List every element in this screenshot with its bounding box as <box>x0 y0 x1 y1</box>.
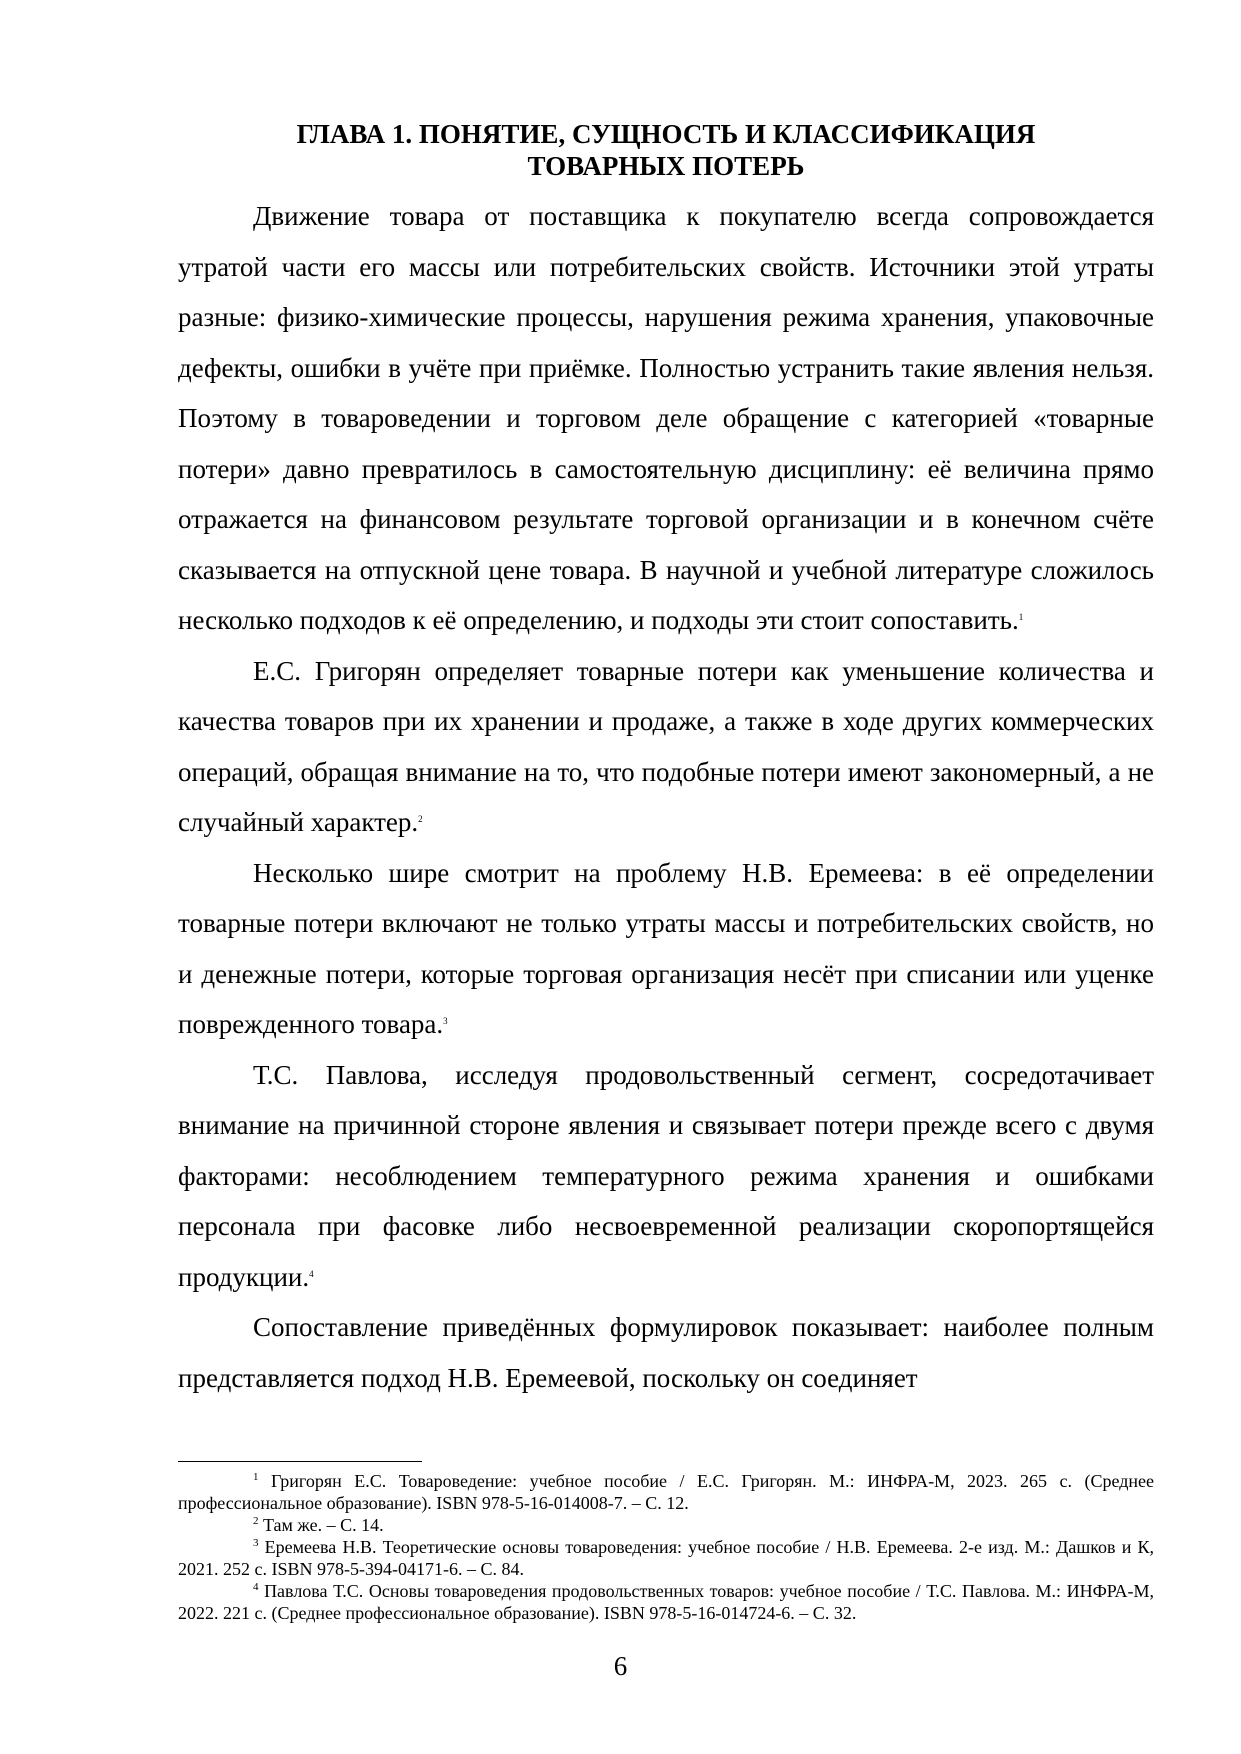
footnote-reference: 1 <box>1018 612 1024 622</box>
paragraph-1 <box>178 191 1154 646</box>
footnote-number: 1 <box>253 1471 259 1483</box>
paragraph-4 <box>178 1050 1154 1303</box>
footnote-reference: 4 <box>309 1268 314 1279</box>
paragraph-text: Сопоставление приведённых формулировок показывает: наиболее полным представляется подход Н.В. Еремеевой, поскольку он соединяет <box>178 1312 1154 1393</box>
chapter-heading-line-1: ГЛАВА 1. ПОНЯТИЕ, СУЩНОСТЬ И КЛАССИФИКАЦИЯ <box>296 119 1036 149</box>
paragraph-text: Т.С. Павлова, исследуя продовольственный сегмент, сосредотачивает внимание на причинной стороне явления и связывает потери прежде всего с двумя факторами: несоблюдением температурного режима хранения и ошибками персонала при фасовке либо несвоевременной реализации скоропортящейся продукции. <box>178 1059 1154 1292</box>
paragraph-3 <box>178 848 1154 1050</box>
footnote-1 <box>178 1470 1154 1514</box>
chapter-heading-line-2: ТОВАРНЫХ ПОТЕРЬ <box>527 151 805 181</box>
footnote-number: 4 <box>253 1581 259 1593</box>
footnote-text: Павлова Т.С. Основы товароведения продовольственных товаров: учебное пособие / Т.С. Павлова. М.: ИНФРА-М, 2022. 221 с. (Среднее профессиональное образование). ISBN 978-5-16-014724-6. – С. 32. <box>178 1581 1154 1623</box>
paragraph-5 <box>178 1302 1154 1403</box>
footnote-number: 3 <box>253 1537 259 1549</box>
footnotes <box>178 1470 1154 1624</box>
footnote-text: Григорян Е.С. Товароведение: учебное пособие / Е.С. Григорян. М.: ИНФРА-М, 2023. 265 с. (Среднее профессиональное образование). ISBN 978-5-16-014008-7. – С. 12. <box>178 1471 1154 1513</box>
footnote-2 <box>178 1514 1154 1536</box>
footnote-reference: 3 <box>443 1016 448 1026</box>
paragraph-text: Е.С. Григорян определяет товарные потери как уменьшение количества и качества товаров при их хранении и продаже, а также в ходе других коммерческих операций, обращая внимание на то, что подобные потери имеют закономерный, а не случайный характер. <box>178 655 1154 837</box>
chapter-heading <box>178 118 1154 182</box>
footnote-reference: 2 <box>418 814 423 824</box>
body-text <box>178 191 1154 1403</box>
footnote-number: 2 <box>253 1515 259 1527</box>
paragraph-text: Несколько шире смотрит на проблему Н.В. Еремеева: в её определении товарные потери включают не только утраты массы и потребительских свойств, но и денежные потери, которые торговая организация несёт при списании или уценке поврежденного товара. <box>178 857 1154 1039</box>
footnote-text: Там же. – С. 14. <box>263 1515 384 1535</box>
paragraph-text: Движение товара от поставщика к покупателю всегда сопровождается утратой части его массы или потребительских свойств. Источники этой утраты разные: физико-химические процессы, нарушения режима хранения, упаковочные дефекты, ошибки в учёте при приёмке. Полностью устранить такие явления нельзя. Поэтому в товароведении и торговом деле обращение с категорией «товарные потери» давно превратилось в самостоятельную дисциплину: её величина прямо отражается на финансовом результате торговой организации и в конечном счёте сказывается на отпускной цене товара. В научной и учебной литературе сложилось несколько подходов к её определению, и подходы эти стоит сопоставить. <box>178 201 1154 635</box>
footnote-text: Еремеева Н.В. Теоретические основы товароведения: учебное пособие / Н.В. Еремеева. 2-е изд. М.: Дашков и К, 2021. 252 с. ISBN 978-5-394-04171-6. – С. 84. <box>178 1537 1154 1579</box>
footnote-separator <box>178 1461 422 1462</box>
footnote-4 <box>178 1580 1154 1624</box>
footnote-3 <box>178 1536 1154 1580</box>
page-number: 6 <box>613 1651 628 1681</box>
paragraph-2 <box>178 646 1154 848</box>
